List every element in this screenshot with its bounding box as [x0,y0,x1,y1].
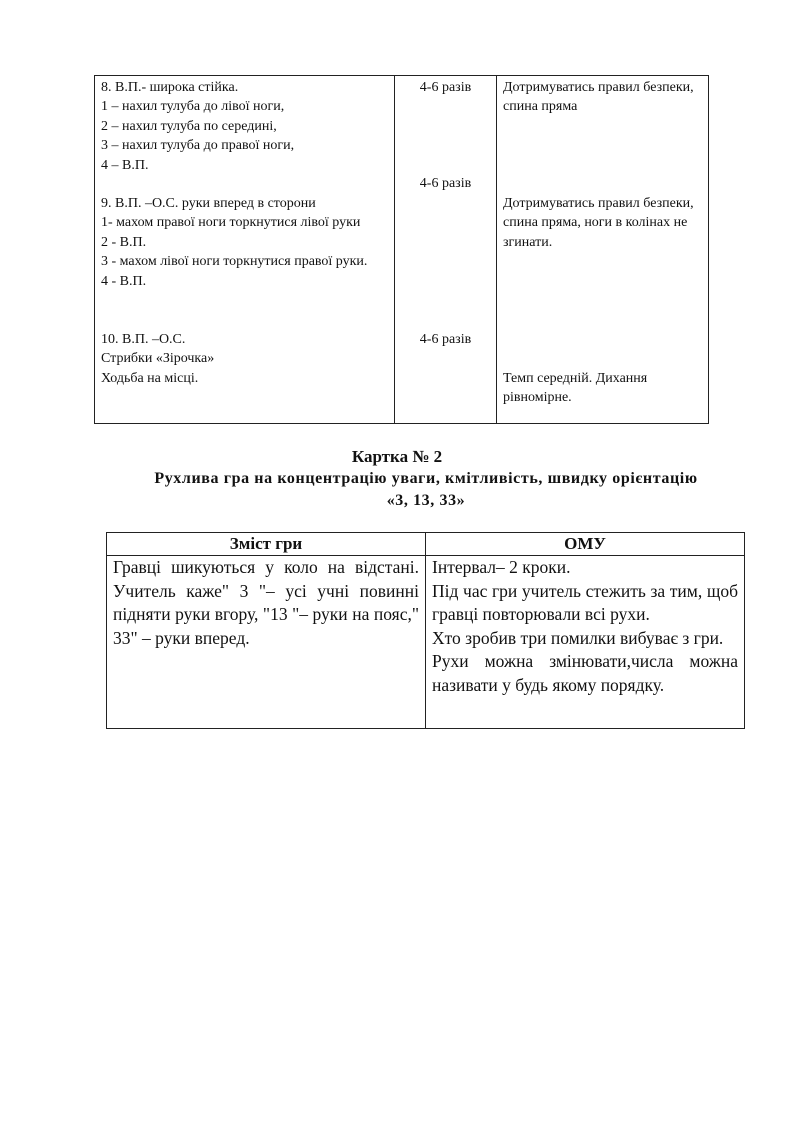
exercise-9-dosage: 4-6 разів [419,176,472,192]
card-subtitle-line1: Рухлива гра на концентрацію уваги, кмітливість, швидку орієнтацію [154,470,698,487]
omu-item: Інтервал– 2 кроки. [432,557,571,577]
table-row [95,76,709,424]
exercise-9-notes: Дотримуватись правил безпеки, спина пряма, ноги в колінах не згинати. [503,195,694,250]
omu-item: Рухи можна змінювати,числа можна називати у будь якому порядку. [432,651,738,695]
exercise-notes-cell [497,76,709,424]
table-row [107,556,745,729]
exercise-description-cell [95,76,395,424]
exercise-10-notes: Темп середній. Дихання рівномірне. [503,371,648,406]
table-header-row [107,533,745,556]
exercise-10-dosage: 4-6 разів [419,331,472,347]
exercise-9-description: 9. В.П. –О.С. руки вперед в сторони 1- махом правої ноги торкнутися лівої руки 2 - В.П. 3 - махом лівої ноги торкнутися правої руки. 4 - В.П. [101,196,368,289]
game-omu-cell [426,556,745,729]
column-header-content: Зміст гри [107,533,426,556]
column-header-omu: ОМУ [426,533,745,556]
card-subtitle-line2: «3, 13, 33» [386,492,466,509]
exercise-table [94,75,709,424]
game-content-cell [107,556,426,729]
card-subtitle [107,468,745,512]
exercise-dosage-cell [395,76,497,424]
exercise-8-description: 8. В.П.- широка стійка. 1 – нахил тулуба до лівої ноги, 2 – нахил тулуба по середині, 3 – нахил тулуба до правої ноги, 4 – В.П. [101,80,295,173]
omu-item: Під час гри учитель стежить за тим, щоб гравці повторювали всі рухи. [432,580,738,624]
game-table [106,532,745,729]
exercise-8-notes: Дотримуватись правил безпеки, спина пряма [503,80,694,115]
omu-item: Хто зробив три помилки вибуває з гри. [432,627,724,648]
exercise-8-dosage: 4-6 разів [419,80,472,95]
game-content-text: Гравці шикуються у коло на відстані. Учитель каже" 3 "– усі учні повинні підняти руки вгору, "13 "– руки на пояс," 33" – руки вперед. [113,557,419,648]
card-title: Картка № 2 [351,447,443,466]
exercise-10-description: 10. В.П. –О.С. Стрибки «Зірочка» Ходьба на місці. [101,332,215,386]
